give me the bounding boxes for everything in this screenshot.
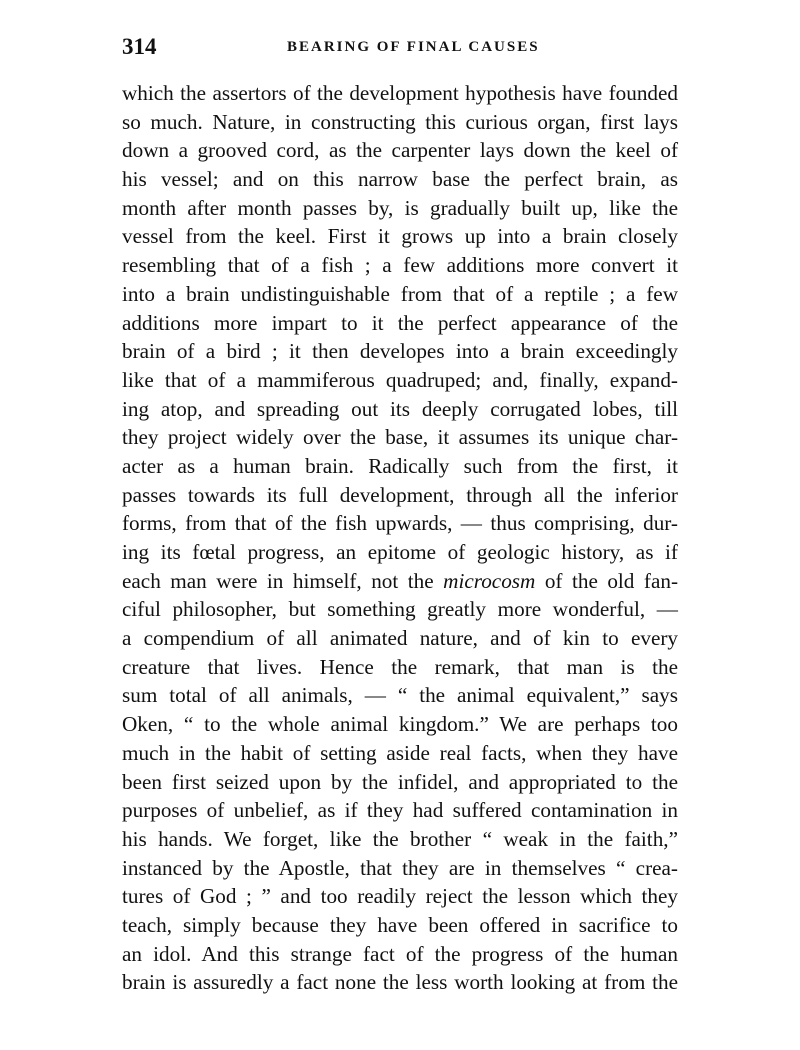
text-line-with-italic	[122, 567, 678, 596]
text-line: creature that lives. Hence the remark, that man is the	[122, 654, 678, 679]
text-segment: each man were in himself, not the	[122, 568, 444, 593]
text-line: a compendium of all animated nature, and of kin to every	[122, 626, 678, 651]
text-line: instanced by the Apostle, that they are in themselves “ crea-	[122, 855, 678, 880]
text-line: brain is assuredly a fact none the less worth looking at from the	[122, 970, 678, 995]
text-line: they project widely over the base, it assumes its unique char-	[122, 425, 678, 450]
text-line: so much. Nature, in constructing this curious organ, first lays	[122, 109, 678, 134]
text-line: acter as a human brain. Radically such from the first, it	[122, 453, 678, 478]
text-line: which the assertors of the development hypothesis have founded	[122, 81, 678, 105]
text-line: an idol. And this strange fact of the progress of the human	[122, 941, 678, 966]
running-title: BEARING OF FINAL CAUSES	[287, 39, 540, 55]
text-line: his vessel; and on this narrow base the perfect brain, as	[122, 167, 678, 192]
text-line: Oken, “ to the whole animal kingdom.” We are perhaps too	[122, 712, 678, 737]
text-line: teach, simply because they have been offered in sacrifice to	[122, 912, 678, 937]
text-line: been first seized upon by the infidel, and appropriated to the	[122, 769, 678, 794]
text-line: passes towards its full development, through all the inferior	[122, 482, 678, 507]
text-line: down a grooved cord, as the carpenter lays down the keel of	[122, 138, 678, 163]
text-line: month after month passes by, is gradually built up, like the	[122, 195, 678, 220]
text-segment: of the old fan-	[535, 568, 678, 593]
text-line: ciful philosopher, but something greatly more wonderful, —	[122, 597, 678, 622]
text-line: his hands. We forget, like the brother “ weak in the faith,”	[122, 826, 678, 851]
text-line: much in the habit of setting aside real facts, when they have	[122, 740, 678, 765]
text-line: sum total of all animals, — “ the animal equivalent,” says	[122, 683, 678, 708]
text-line: forms, from that of the fish upwards, — thus comprising, dur-	[122, 511, 678, 536]
text-line: tures of God ; ” and too readily reject the lesson which they	[122, 884, 678, 909]
italic-word: microcosm	[443, 568, 536, 593]
page-number: 314	[122, 34, 157, 59]
text-line: brain of a bird ; it then developes into a brain exceedingly	[122, 339, 678, 364]
page-header	[122, 34, 678, 64]
text-line: like that of a mammiferous quadruped; and, finally, expand-	[122, 367, 678, 392]
text-line: into a brain undistinguishable from that of a reptile ; a few	[122, 281, 678, 306]
text-line: additions more impart to it the perfect appearance of the	[122, 310, 678, 335]
text-line: resembling that of a fish ; a few additions more convert it	[122, 253, 678, 278]
text-line: ing its fœtal progress, an epitome of geologic history, as if	[122, 540, 678, 564]
text-line: ing atop, and spreading out its deeply corrugated lobes, till	[122, 396, 678, 421]
text-line: vessel from the keel. First it grows up into a brain closely	[122, 224, 678, 249]
text-line: purposes of unbelief, as if they had suffered contamination in	[122, 798, 678, 823]
body-text	[122, 79, 678, 997]
